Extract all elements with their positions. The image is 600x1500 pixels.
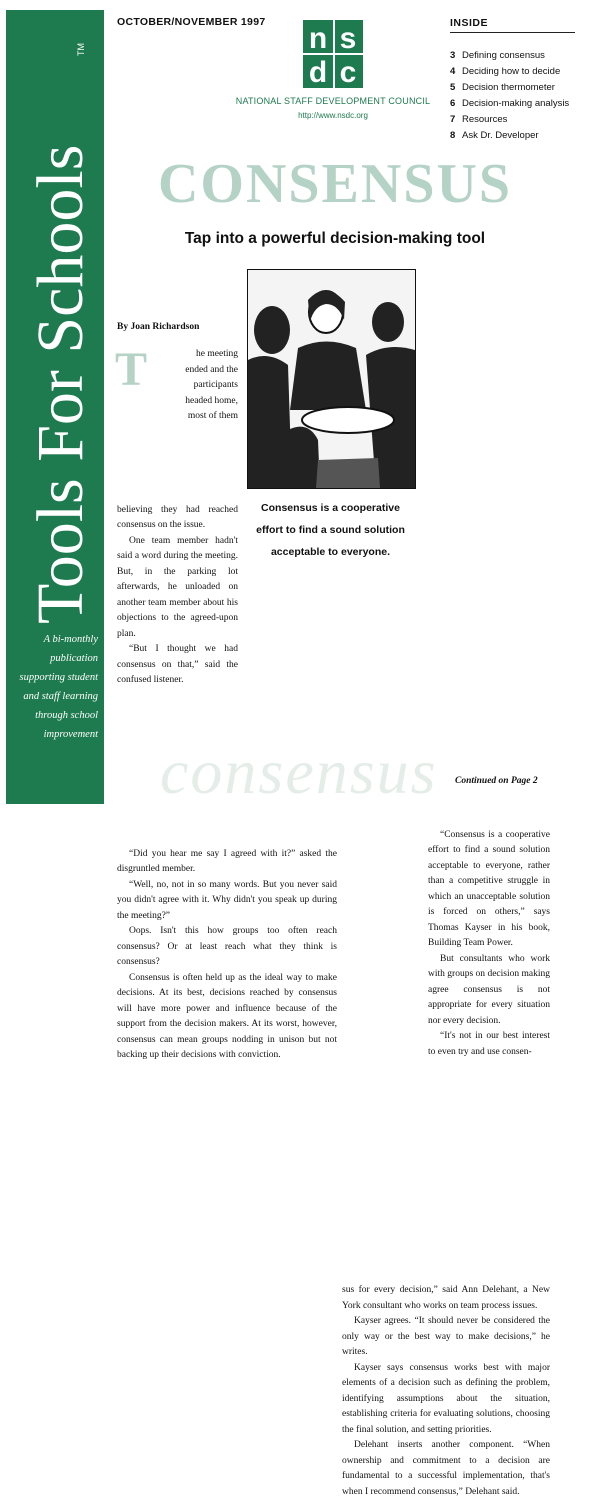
meeting-illustration	[247, 269, 416, 489]
paragraph: Kayser agrees. “It should never be considered the only way or the best way to make decisions,” he writes.	[342, 1316, 550, 1357]
toc-label: Resources	[462, 114, 508, 125]
tagline	[10, 630, 100, 744]
paragraph: sus for every decision,” said Ann Delehant, a New York consultant who works on team process issues.	[342, 1285, 550, 1311]
svg-text:d: d	[308, 56, 328, 88]
trademark-mark: TM	[76, 43, 86, 56]
toc-label: Deciding how to decide	[462, 66, 561, 77]
intro-line: headed home,	[185, 395, 238, 406]
toc-page: 8	[450, 130, 456, 141]
org-name: NATIONAL STAFF DEVELOPMENT COUNCIL	[235, 96, 431, 106]
paragraph: “Well, no, not in so many words. But you never said you didn't agree with it. Why didn't you speak up during the meeting?”	[117, 879, 337, 921]
issue-date: OCTOBER/NOVEMBER 1997	[117, 16, 266, 28]
toc-item	[450, 98, 595, 114]
intro-line: participants	[193, 380, 238, 390]
toc-label: Ask Dr. Developer	[462, 130, 539, 141]
inside-divider	[450, 32, 575, 33]
toc-page: 3	[450, 50, 456, 61]
toc-page: 7	[450, 114, 456, 125]
toc-label: Decision-making analysis	[462, 98, 570, 109]
body-column-3-wide	[342, 1283, 550, 1500]
svg-text:n: n	[308, 22, 328, 55]
paragraph: Consensus is often held up as the ideal way to make decisions. At its best, decisions reached by consensus will have more power and influence because of the support from the decision makers. At its worst, however, consensus can mean groups nodding in unison but not backing up their decisions with conviction.	[117, 972, 337, 1060]
paragraph: One team member hadn't said a word during the meeting. But, in the parking lot afterwards, he unloaded on another team member about his objections to the agreed-upon plan.	[117, 535, 238, 639]
toc-page: 6	[450, 98, 456, 109]
drop-cap: T	[115, 343, 148, 396]
paragraph: “It's not in our best interest to even try and use consen-	[428, 1031, 550, 1057]
paragraph: “Did you hear me say I agreed with it?” asked the disgruntled member.	[117, 848, 337, 874]
toc-item	[450, 114, 595, 130]
paragraph: But consultants who work with groups on decision making agree consensus is not appropriate for every situation nor every decision.	[428, 953, 550, 1026]
toc-label: Decision thermometer	[462, 82, 555, 93]
paragraph: Delehant inserts another component. “When ownership and commitment to a decision are fundamental to a successful implementation, that's when I recommend consensus,” Delehant said.	[342, 1440, 550, 1497]
tagline-line: and staff learning	[23, 691, 98, 702]
intro-line: he meeting	[196, 349, 238, 359]
inside-heading: INSIDE	[450, 17, 489, 29]
toc-page: 4	[450, 66, 456, 77]
toc-item	[450, 50, 595, 66]
table-of-contents	[450, 50, 595, 146]
toc-item	[450, 66, 595, 82]
masthead-sidebar	[6, 10, 104, 804]
illustration-caption: Consensus is a cooperative effort to find a sound solution acceptable to everyone.	[256, 502, 405, 558]
tagline-line: improvement	[43, 729, 98, 740]
paragraph: Oops. Isn't this how groups too often reach consensus? Or at least reach what they think is consensus?	[117, 926, 337, 967]
body-column-3	[428, 828, 550, 1061]
paragraph: Kayser says consensus works best with major elements of a decision such as defining the problem, identifying assumptions about the situation, establishing criteria for evaluating solutions, choosing the final solution, and setting priorities.	[342, 1362, 550, 1435]
toc-label: Defining consensus	[462, 50, 545, 61]
tagline-line: through school	[35, 710, 98, 721]
toc-item	[450, 130, 595, 146]
consensus-watermark: consensus	[160, 736, 438, 807]
svg-text:s: s	[339, 22, 357, 55]
tagline-line: supporting student	[19, 672, 98, 683]
continued-link[interactable]: Continued on Page 2	[455, 776, 538, 786]
paragraph: believing they had reached consensus on the issue.	[117, 504, 238, 530]
intro-line: ended and the	[185, 364, 238, 375]
intro-line: most of them	[187, 411, 238, 421]
toc-item	[450, 82, 595, 98]
article-headline: CONSENSUS	[157, 153, 513, 215]
intro-lines	[168, 347, 238, 425]
tagline-line: publication	[50, 653, 98, 664]
tagline-line: A bi-monthly	[43, 634, 98, 645]
article-subhead: Tap into a powerful decision-making tool	[184, 230, 486, 247]
paragraph: “But I thought we had consensus on that,” said the confused listener.	[117, 644, 238, 685]
toc-page: 5	[450, 82, 456, 93]
nsdc-logo	[303, 20, 363, 88]
org-url[interactable]: http://www.nsdc.org	[298, 111, 368, 120]
publication-title	[10, 32, 100, 632]
byline: By Joan Richardson	[117, 322, 200, 332]
svg-text:c: c	[339, 56, 357, 88]
body-column-1-wide	[117, 847, 337, 1064]
publication-title-text: Tools For Schools	[24, 144, 97, 624]
paragraph: “Consensus is a cooperative effort to find a sound solution acceptable to everyone, rather than a competitive struggle in which an unacceptable solution is forced on others,” says Thomas Kayser in his book, Building Team Power.	[428, 829, 550, 948]
body-column-1	[117, 503, 238, 689]
